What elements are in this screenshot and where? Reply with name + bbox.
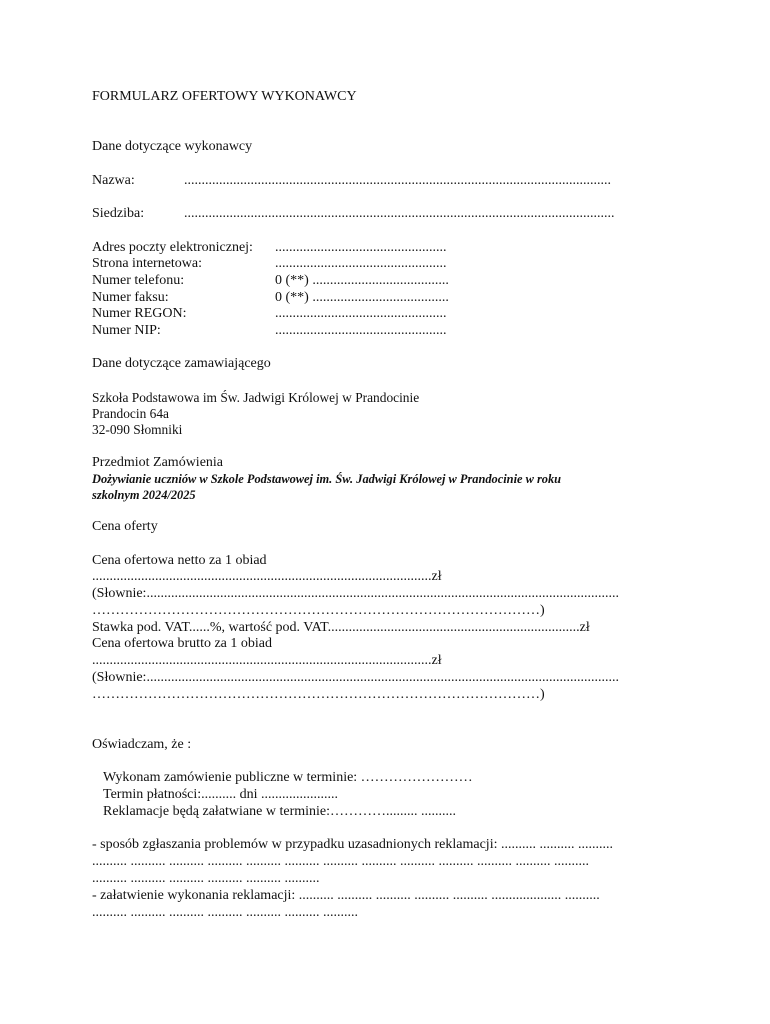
name-field-dots: .......................................................................................................................... [184, 173, 611, 188]
problem-reporting-line1: - sposób zgłaszania problemów w przypadku uzasadnionych reklamacji: .......... .......... .......... [92, 837, 613, 852]
website-field-dots: ................................................. [275, 256, 447, 271]
complaint-handling-line2: .......... .......... .......... .......... .......... .......... .......... [92, 905, 358, 920]
gross-price-words-close: ……………………………………………………………………………………) [92, 687, 545, 702]
completion-term-line: Wykonam zamówienie publiczne w terminie: …………………… [103, 770, 473, 785]
gross-price-label: Cena ofertowa brutto za 1 obiad [92, 636, 272, 651]
regon-field-dots: ................................................. [275, 306, 447, 321]
subject-heading: Przedmiot Zamówienia [92, 455, 224, 470]
orderer-postcode: 32-090 Słomniki [92, 422, 183, 437]
net-price-words-close: ……………………………………………………………………………………) [92, 603, 545, 618]
subject-description-line1: Dożywianie uczniów w Szkole Podstawowej im. Św. Jadwigi Królowej w Prandocinie w roku [92, 472, 562, 486]
subject-description-line2: szkolnym 2024/2025 [92, 488, 196, 502]
fax-field-value: 0 (**) ....................................... [275, 290, 449, 305]
gross-price-value-line: .................................................................................................zł [92, 653, 442, 668]
problem-reporting-line3: .......... .......... .......... .......... .......... .......... [92, 871, 320, 886]
complaints-term-line: Reklamacje będą załatwiane w terminie:…………......... .......... [103, 804, 457, 819]
vat-line: Stawka pod. VAT......%, wartość pod. VAT........................................................................zł [92, 620, 590, 635]
orderer-school-name: Szkoła Podstawowa im Św. Jadwigi Królowej w Prandocinie [92, 390, 420, 405]
email-field-dots: ................................................. [275, 240, 447, 255]
regon-label: Numer REGON: [92, 306, 187, 321]
complaint-handling-line1: - załatwienie wykonania reklamacji: .......... .......... .......... .......... .......... .................... .......... [92, 888, 600, 903]
declaration-heading: Oświadczam, że : [92, 737, 192, 752]
seat-label: Siedziba: [92, 206, 145, 221]
website-label: Strona internetowa: [92, 256, 203, 271]
orderer-heading: Dane dotyczące zamawiającego [92, 356, 271, 371]
contractor-heading: Dane dotyczące wykonawcy [92, 139, 253, 154]
email-label: Adres poczty elektronicznej: [92, 240, 253, 255]
seat-field-dots: ........................................................................................................................... [184, 206, 615, 221]
nip-label: Numer NIP: [92, 323, 161, 338]
name-label: Nazwa: [92, 173, 135, 188]
phone-label: Numer telefonu: [92, 273, 185, 288]
gross-price-words-line: (Słownie:....................................................................................................................................... [92, 670, 619, 685]
fax-label: Numer faksu: [92, 290, 169, 305]
orderer-address: Prandocin 64a [92, 406, 169, 421]
price-heading: Cena oferty [92, 519, 158, 534]
payment-term-line: Termin płatności:.......... dni ...................... [103, 787, 339, 802]
nip-field-dots: ................................................. [275, 323, 447, 338]
net-price-label: Cena ofertowa netto za 1 obiad [92, 553, 267, 568]
phone-field-value: 0 (**) ....................................... [275, 273, 449, 288]
form-title: FORMULARZ OFERTOWY WYKONAWCY [92, 89, 357, 104]
problem-reporting-line2: .......... .......... .......... .......... .......... .......... .......... .......... .......... .......... .......... .......... .......... [92, 854, 589, 869]
net-price-words-line: (Słownie:....................................................................................................................................... [92, 586, 619, 601]
net-price-value-line: .................................................................................................zł [92, 569, 442, 584]
